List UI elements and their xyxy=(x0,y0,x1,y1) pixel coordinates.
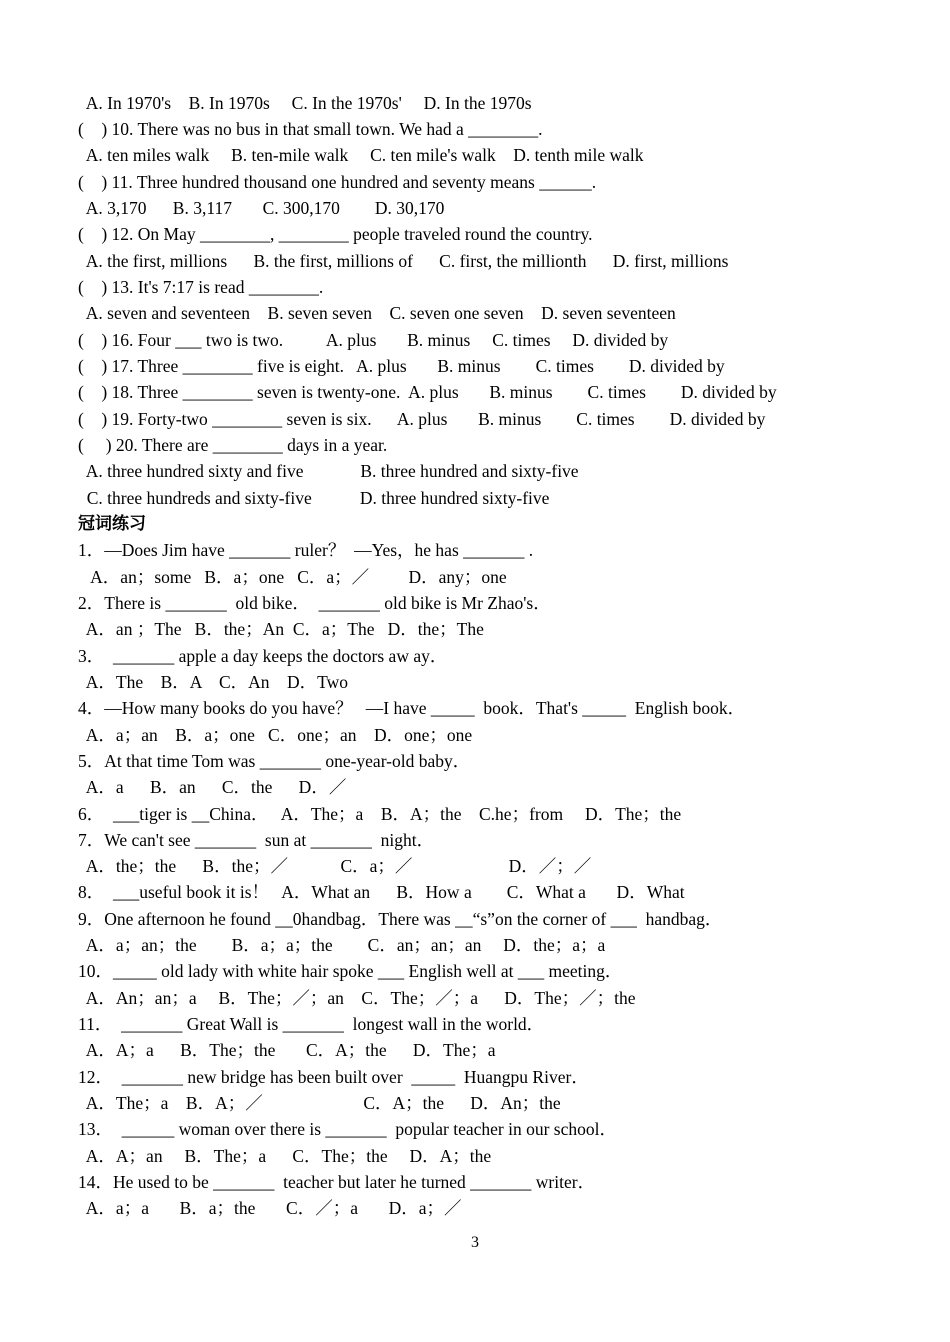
text-line: A．a；an；the B．a；a；the C．an；an；an D．the；a；a xyxy=(78,935,606,955)
text-line: ( ) 20. There are ________ days in a year. xyxy=(78,435,388,455)
text-line: C. three hundreds and sixty-five D. three hundred sixty-five xyxy=(78,488,550,508)
text-line: ( ) 10. There was no bus in that small town. We had a ________. xyxy=(78,119,543,139)
text-line: A. 3,170 B. 3,117 C. 300,170 D. 30,170 xyxy=(78,198,445,218)
text-line: 13． ______ woman over there is _______ popular teacher in our school． xyxy=(78,1119,617,1139)
text-line: A．a；a B．a；the C．／；a D．a；／ xyxy=(78,1198,462,1218)
text-line: A．The B．A C．An D．Two xyxy=(78,672,349,692)
text-line: 10．_____ old lady with white hair spoke ___ English well at ___ meeting． xyxy=(78,961,623,981)
text-line: 9．One afternoon he found __0handbag．There was __“s”on the corner of ___ handbag． xyxy=(78,909,723,929)
text-line: A. ten miles walk B. ten-mile walk C. ten mile's walk D. tenth mile walk xyxy=(78,145,644,165)
text-line: ( ) 18. Three ________ seven is twenty-one. A. plus B. minus C. times D. divided by xyxy=(78,382,777,402)
text-line: 8． ___useful book it is！ A．What an B．How a C．What a D．What xyxy=(78,882,685,902)
text-line: A. In 1970's B. In 1970s C. In the 1970s' D. In the 1970s xyxy=(78,93,532,113)
text-line: A．an ；The B．the；An C．a；The D．the；The xyxy=(78,619,484,639)
text-line: A．A；an B．The；a C．The；the D．A；the xyxy=(78,1146,492,1166)
text-line: 14．He used to be _______ teacher but later he turned _______ writer． xyxy=(78,1172,596,1192)
text-line: A．An；an；a B．The；／；an C．The；／；a D．The；／；the xyxy=(78,988,636,1008)
text-line: A. seven and seventeen B. seven seven C. seven one seven D. seven seventeen xyxy=(78,303,676,323)
text-line: A. the first, millions B. the first, millions of C. first, the millionth D. first, millions xyxy=(78,251,729,271)
text-line: A. three hundred sixty and five B. three hundred and sixty-five xyxy=(78,461,579,481)
text-line: 4．—How many books do you have？ —I have _____ book．That's _____ English book． xyxy=(78,698,746,718)
text-line: A．a B．an C．the D．／ xyxy=(78,777,347,797)
text-line: 6． ___tiger is __China． A．The；a B．A；the C.he；from D．The；the xyxy=(78,804,682,824)
text-line: 3． _______ apple a day keeps the doctors aw ay． xyxy=(78,646,448,666)
text-line: 2．There is _______ old bike． _______ old bike is Mr Zhao's． xyxy=(78,593,551,613)
text-line: 12． _______ new bridge has been built over _____ Huangpu River． xyxy=(78,1067,589,1087)
text-line: ( ) 19. Forty-two ________ seven is six. A. plus B. minus C. times D. divided by xyxy=(78,409,766,429)
page-number: 3 xyxy=(471,1234,479,1251)
section-heading: 冠词练习 xyxy=(78,514,146,533)
text-line: ( ) 11. Three hundred thousand one hundred and seventy means ______. xyxy=(78,172,597,192)
text-line: ( ) 17. Three ________ five is eight. A. plus B. minus C. times D. divided by xyxy=(78,356,725,376)
text-line: 5．At that time Tom was _______ one-year-old baby． xyxy=(78,751,471,771)
text-line: A．an；some B．a；one C．a；／ D．any；one xyxy=(78,567,507,587)
text-line: 1．—Does Jim have _______ ruler？ —Yes，he has _______ . xyxy=(78,540,534,560)
text-line: A．A；a B．The；the C．A；the D．The；a xyxy=(78,1040,496,1060)
text-line: ( ) 16. Four ___ two is two. A. plus B. minus C. times D. divided by xyxy=(78,330,669,350)
text-line: A．the；the B．the；／ C．a；／ D．／；／ xyxy=(78,856,592,876)
text-line: ( ) 13. It's 7:17 is read ________. xyxy=(78,277,324,297)
text-line: ( ) 12. On May ________, ________ people traveled round the country. xyxy=(78,224,593,244)
text-line: A．The；a B．A；／ C．A；the D．An；the xyxy=(78,1093,561,1113)
text-line: 11． _______ Great Wall is _______ longest wall in the world． xyxy=(78,1014,545,1034)
text-line: 7．We can't see _______ sun at _______ night． xyxy=(78,830,435,850)
text-line: A．a；an B．a；one C．one；an D．one；one xyxy=(78,725,473,745)
